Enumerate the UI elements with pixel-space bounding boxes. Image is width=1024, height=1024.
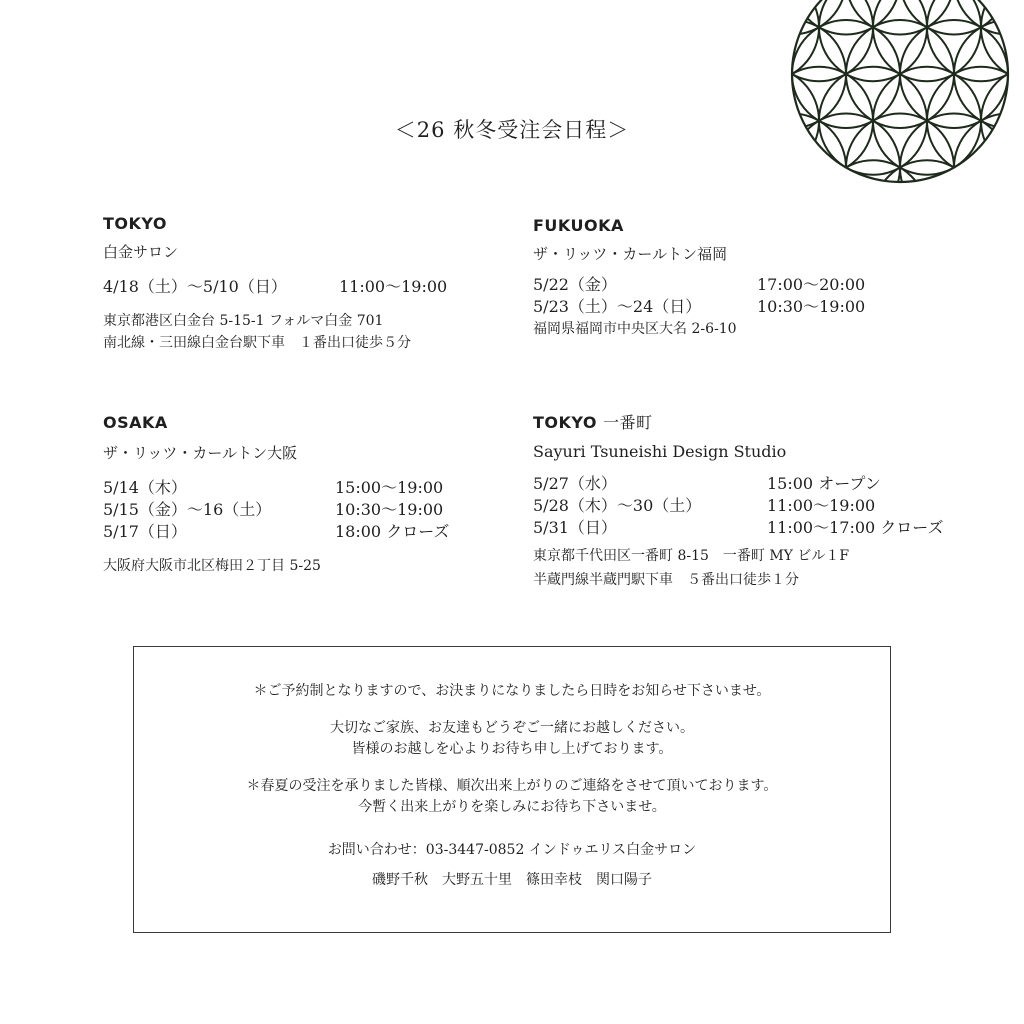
access-info: 半蔵門線半蔵門駅下車 ５番出口徒歩１分	[533, 572, 799, 588]
pattern-circle	[819, 160, 927, 268]
schedule-time: 15:00 オープン	[767, 474, 881, 493]
access-info: 南北線・三田線白金台駅下車 １番出口徒歩５分	[103, 335, 411, 351]
address: 東京都千代田区一番町 8-15 一番町 MY ビル１F	[533, 548, 850, 564]
page-title: ＜26 秋冬受注会日程＞	[394, 118, 630, 142]
schedule-list	[533, 471, 944, 537]
schedule-date: 5/17（日）	[103, 522, 187, 541]
schedule-date: 5/15（金）〜16（土）	[103, 500, 272, 519]
pattern-circle	[684, 20, 792, 128]
pattern-circle	[738, 20, 846, 128]
city-heading: TOKYO	[103, 214, 168, 233]
schedule-date: 4/18（土）〜5/10（日）	[103, 277, 287, 296]
schedule-time: 11:00〜19:00	[339, 277, 448, 296]
schedule-date: 5/23（土）〜24（日）	[533, 297, 702, 316]
schedule-date: 5/31（日）	[533, 518, 617, 537]
notice-spring-summer: ＊春夏の受注を承りました皆様、順次出来上がりのご連絡をさせて頂いております。	[246, 778, 778, 794]
notice-reservation: ＊ご予約制となりますので、お決まりになりましたら日時をお知らせ下さいませ。	[253, 683, 771, 699]
notice-invitation: 大切なご家族、お友達もどうぞご一緒にお越しください。	[330, 720, 694, 736]
pattern-circle	[873, 160, 981, 268]
pattern-circle	[792, 20, 900, 128]
pattern-circle	[711, 0, 819, 81]
schedule-date: 5/22（金）	[533, 275, 617, 294]
pattern-circle	[1008, 20, 1024, 128]
venue-name: ザ・リッツ・カールトン大阪	[103, 444, 298, 462]
schedule-time: 10:30〜19:00	[335, 500, 444, 519]
city-name: TOKYO	[533, 413, 598, 432]
venue-name: 白金サロン	[103, 243, 179, 261]
pattern-circle	[873, 0, 981, 81]
pattern-circle	[954, 20, 1024, 128]
pattern-circle	[765, 160, 873, 268]
city-heading	[533, 410, 849, 433]
pattern-circle	[900, 0, 1008, 34]
schedule-time: 17:00〜20:00	[757, 275, 866, 294]
schedule-list	[103, 274, 448, 296]
staff-names: 磯野千秋 大野五十里 篠田幸枝 関口陽子	[372, 872, 652, 888]
pattern-circle	[954, 0, 1024, 34]
schedule-time: 11:00〜17:00 クローズ	[767, 518, 944, 537]
tokyo-ichibancho-section	[533, 410, 944, 591]
schedule-row	[103, 475, 444, 497]
schedule-row	[103, 519, 450, 541]
schedule-row	[533, 471, 881, 493]
schedule-date: 5/14（木）	[103, 478, 187, 497]
schedule-list	[533, 272, 866, 316]
pattern-circle	[927, 160, 1024, 268]
city-heading: FUKUOKA	[533, 216, 624, 235]
notice-welcome: 皆様のお越しを心よりお待ち申し上げております。	[351, 741, 673, 757]
fukuoka-section	[533, 216, 866, 340]
tokyo-section	[103, 214, 448, 354]
schedule-row	[103, 497, 444, 519]
schedule-time: 15:00〜19:00	[335, 478, 444, 497]
schedule-row	[533, 272, 866, 294]
pattern-circle	[846, 0, 954, 34]
schedule-row	[533, 294, 866, 316]
venue-name: ザ・リッツ・カールトン福岡	[533, 245, 728, 263]
osaka-section	[103, 413, 450, 577]
schedule-row	[533, 493, 876, 515]
venue-name: Sayuri Tsuneishi Design Studio	[533, 442, 787, 461]
pattern-circle	[792, 0, 900, 34]
schedule-time: 18:00 クローズ	[335, 522, 450, 541]
schedule-time: 11:00〜19:00	[767, 496, 876, 515]
pattern-circle	[765, 0, 873, 81]
schedule-date: 5/27（水）	[533, 474, 617, 493]
schedule-row	[533, 515, 944, 537]
contact-info: お問い合わせ：03-3447-0852 インドゥエリス白金サロン	[327, 842, 697, 858]
notice-box	[133, 646, 891, 933]
pattern-circle	[738, 0, 846, 34]
pattern-circle	[900, 20, 1008, 128]
notice-completion: 今暫く出来上がりを楽しみにお待ち下さいませ。	[358, 799, 666, 815]
address: 大阪府大阪市北区梅田２丁目 5-25	[103, 558, 321, 574]
schedule-list	[103, 475, 450, 541]
district-name: 一番町	[603, 413, 653, 432]
address: 福岡県福岡市中央区大名 2-6-10	[533, 321, 737, 337]
schedule-date: 5/28（木）〜30（土）	[533, 496, 702, 515]
pattern-circle	[819, 0, 927, 81]
address: 東京都港区白金台 5-15-1 フォルマ白金 701	[103, 313, 384, 329]
pattern-circle	[846, 20, 954, 128]
city-heading: OSAKA	[103, 413, 168, 432]
pattern-circle	[927, 0, 1024, 81]
schedule-time: 10:30〜19:00	[757, 297, 866, 316]
pattern-circle	[981, 0, 1024, 81]
schedule-row	[103, 274, 448, 296]
